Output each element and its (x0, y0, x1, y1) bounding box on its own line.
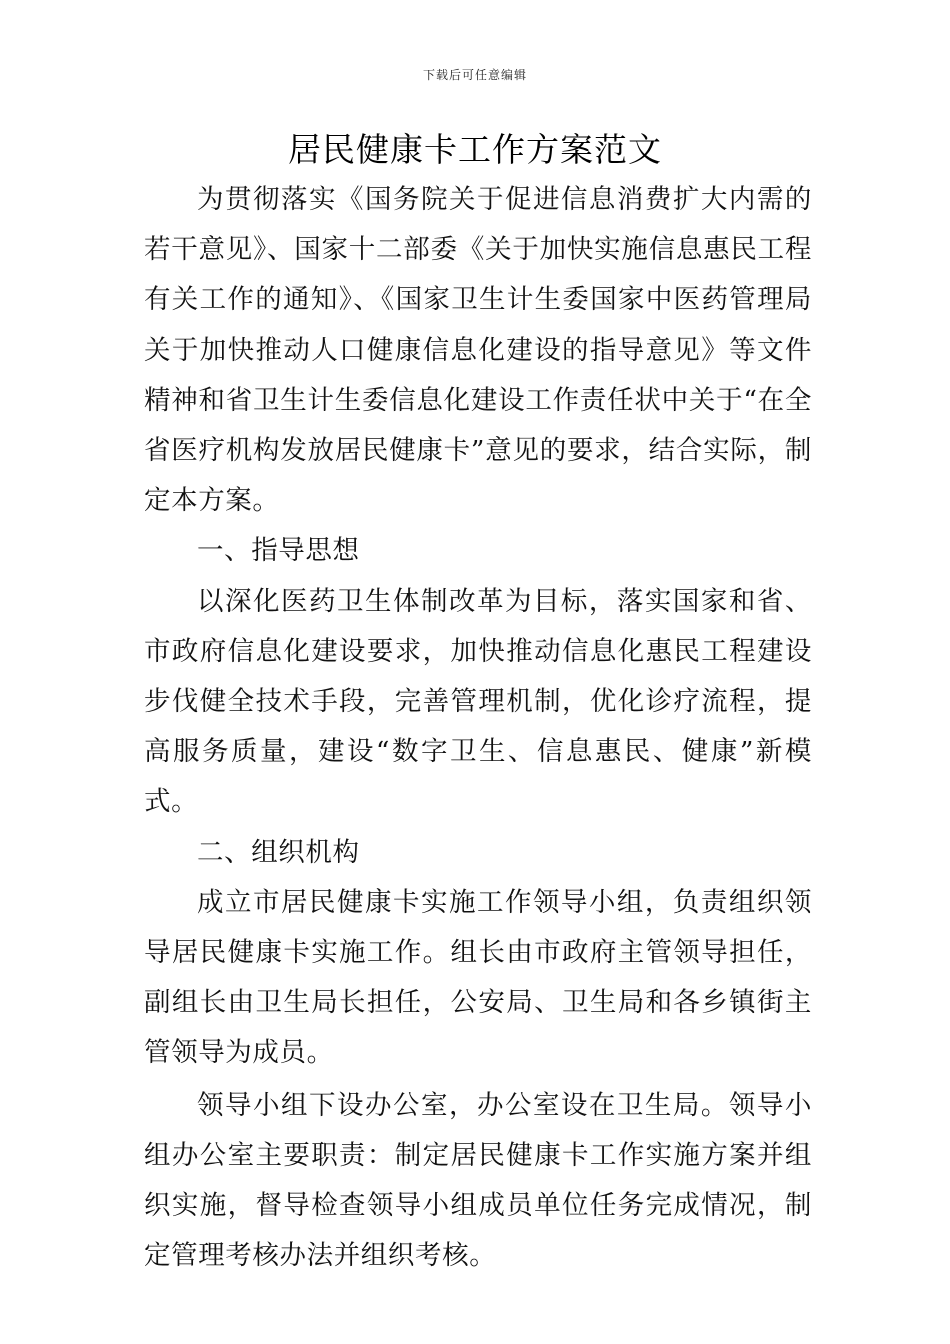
document-body (144, 175, 812, 1281)
section-heading-guiding-ideology: 一、指导思想 (197, 535, 360, 567)
document-title: 居民健康卡工作方案范文 (288, 130, 662, 169)
header-note: 下载后可任意编辑 (422, 68, 527, 82)
office-duties-paragraph: 领导小组下设办公室，办公室设在卫生局。领导小组办公室主要职责：制定居民健康卡工作实施方案并组织实施，督导检查领导小组成员单位任务完成情况，制定管理考核办法并组织考核。 (144, 1089, 812, 1272)
section-heading-organization: 二、组织机构 (197, 836, 360, 868)
intro-paragraph: 为贯彻落实《国务院关于促进信息消费扩大内需的若干意见》、国家十二部委《关于加快实施信息惠民工程有关工作的通知》、《国家卫生计生委国家中医药管理局关于加快推动人口健康信息化建设的指导意见》等文件精神和省卫生计生委信息化建设工作责任状中关于“在全省医疗机构发放居民健康卡”意见的要求，结合实际，制定本方案。 (144, 184, 812, 517)
guiding-ideology-paragraph: 以深化医药卫生体制改革为目标，落实国家和省、市政府信息化建设要求，加快推动信息化惠民工程建设步伐健全技术手段，完善管理机制，优化诊疗流程，提高服务质量，建设“数字卫生、信息惠民、健康”新模式。 (144, 585, 812, 818)
organization-paragraph: 成立市居民健康卡实施工作领导小组，负责组织领导居民健康卡实施工作。组长由市政府主管领导担任，副组长由卫生局长担任，公安局、卫生局和各乡镇街主管领导为成员。 (144, 886, 812, 1069)
